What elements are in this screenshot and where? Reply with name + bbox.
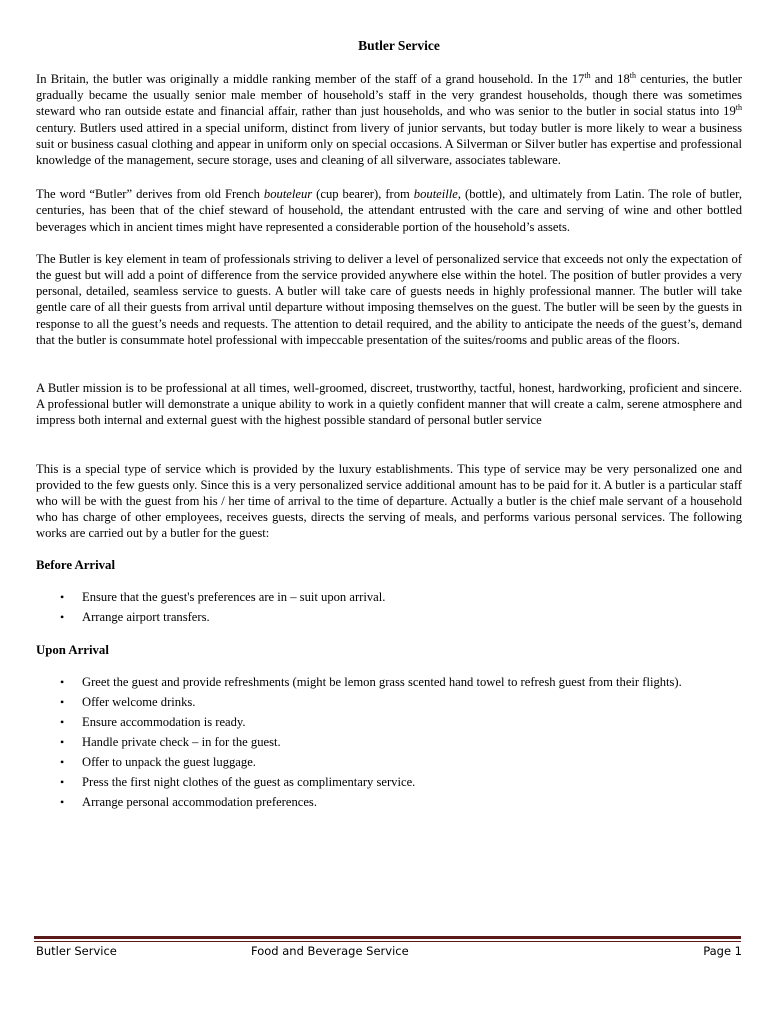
bullet-icon: • <box>60 674 65 689</box>
list-item <box>60 732 742 752</box>
list-item-text: Ensure accommodation is ready. <box>82 714 246 729</box>
text-run: In Britain, the butler was originally a middle ranking member of the staff of a grand household. In the 17 <box>36 72 585 86</box>
bullet-icon: • <box>60 794 65 809</box>
list-item-text: Arrange airport transfers. <box>82 609 210 624</box>
document-page <box>36 38 742 812</box>
list-item-text: Offer to unpack the guest luggage. <box>82 754 256 769</box>
bullet-icon: • <box>60 774 65 789</box>
text-run: , (bottle), and ultimately from Latin. The role of butler, centuries, has been that of the chief steward of household, the attendant entrusted with the care and serving of wine and other bottled beverages which in ancient times might have represented a considerable portion of the household’s assets. <box>36 187 742 234</box>
page-footer <box>36 944 742 960</box>
list-item-text: Handle private check – in for the guest. <box>82 734 281 749</box>
list-item-text: Arrange personal accommodation preferences. <box>82 794 317 809</box>
bullet-icon: • <box>60 754 65 769</box>
bullet-icon: • <box>60 609 65 624</box>
list-item-text: Press the first night clothes of the guest as complimentary service. <box>82 774 416 789</box>
heading-before-arrival: Before Arrival <box>36 557 116 572</box>
list-item <box>60 692 742 712</box>
list-item <box>60 587 742 607</box>
list-item-text: Greet the guest and provide refreshments (might be lemon grass scented hand towel to refresh guest from their flights). <box>82 674 682 689</box>
list-item <box>60 772 742 792</box>
text-run: centuries, the butler gradually became the usually senior male member of household’s staff in the very grandest households, though there was sometimes steward who ran outside estate and financial affair, rather than just households, and who was senior to the butler in social status into 19 <box>36 72 743 119</box>
list-item <box>60 607 742 627</box>
list-item <box>60 792 742 812</box>
bullet-icon: • <box>60 734 65 749</box>
bullet-icon: • <box>60 694 65 709</box>
list-item-text: Offer welcome drinks. <box>82 694 196 709</box>
bullet-icon: • <box>60 589 65 604</box>
footer-document-title: Butler Service <box>36 944 117 958</box>
document-title: Butler Service <box>358 38 440 53</box>
text-run: century. Butlers used attired in a special uniform, distinct from livery of junior servants, but today butler is more likely to wear a business suit or business casual clothing and appear in uniform only on special occasions. A Silverman or Silver butler has expertise and professional knowledge of the management, secure storage, uses and cleaning of all silverware, associates tableware. <box>36 120 742 168</box>
text-run: (cup bearer), from <box>312 187 414 202</box>
footer-rule <box>34 936 741 939</box>
superscript: th <box>584 70 591 80</box>
text-run: The word “Butler” derives from old French <box>36 187 264 202</box>
superscript: th <box>629 70 637 80</box>
paragraph-etymology <box>36 186 742 235</box>
list-item <box>60 752 742 772</box>
paragraph-service: This is a special type of service which is provided by the luxury establishments. This type of service may be very personalized one and provided to the few guests only. Since this is a very personalized service additional amount has to be paid for it. A butler is a particular staff who will be with the guest from his / her time of arrival to the time of departure. Actually a butler is the chief male servant of a household who has charge of other employees, receives guests, directs the serving of meals, and performs various personal services. The following works are carried out by a butler for the guest: <box>36 461 742 541</box>
list-item-text: Ensure that the guest's preferences are in – suit upon arrival. <box>82 589 386 604</box>
footer-rule-thin <box>34 941 741 942</box>
italic-term: bouteleur <box>263 187 313 202</box>
list-upon-arrival <box>36 672 742 812</box>
superscript: th <box>735 103 742 113</box>
list-before-arrival <box>36 587 742 627</box>
list-item <box>60 672 742 692</box>
list-item <box>60 712 742 732</box>
paragraph-mission: A Butler mission is to be professional at all times, well-groomed, discreet, trustworthy, tactful, honest, hardworking, proficient and sincere. A professional butler will demonstrate a unique ability to work in a quietly confident manner that will create a calm, serene atmosphere and impress both internal and external guest with the highest possible standard of personal butler service <box>36 381 742 428</box>
heading-upon-arrival: Upon Arrival <box>36 642 109 657</box>
bullet-icon: • <box>60 714 65 729</box>
text-run: and 18 <box>590 72 630 86</box>
paragraph-history <box>36 71 742 168</box>
footer-page-number: Page 1 <box>703 944 742 958</box>
italic-term: bouteille <box>413 187 458 202</box>
footer-course-title: Food and Beverage Service <box>251 944 409 958</box>
paragraph-role: The Butler is key element in team of professionals striving to deliver a level of personalized service that exceeds not only the expectation of the guest but will add a point of difference from the service provided anywhere else within the hotel. The position of butler provides a very personal, detailed, seamless service to guests. A butler will take care of guests needs in highly professional manner. The butler will take gentle care of all their guests from arrival until departure without imposing themselves on the guest. The butler will be seen by the guests in response to all the guest’s needs and requests. The attention to detail required, and the ability to anticipate the needs of the guest’s, demand that the butler is consummate hotel professional with impeccable presentation of the suites/rooms and public areas of the floors. <box>36 251 742 347</box>
